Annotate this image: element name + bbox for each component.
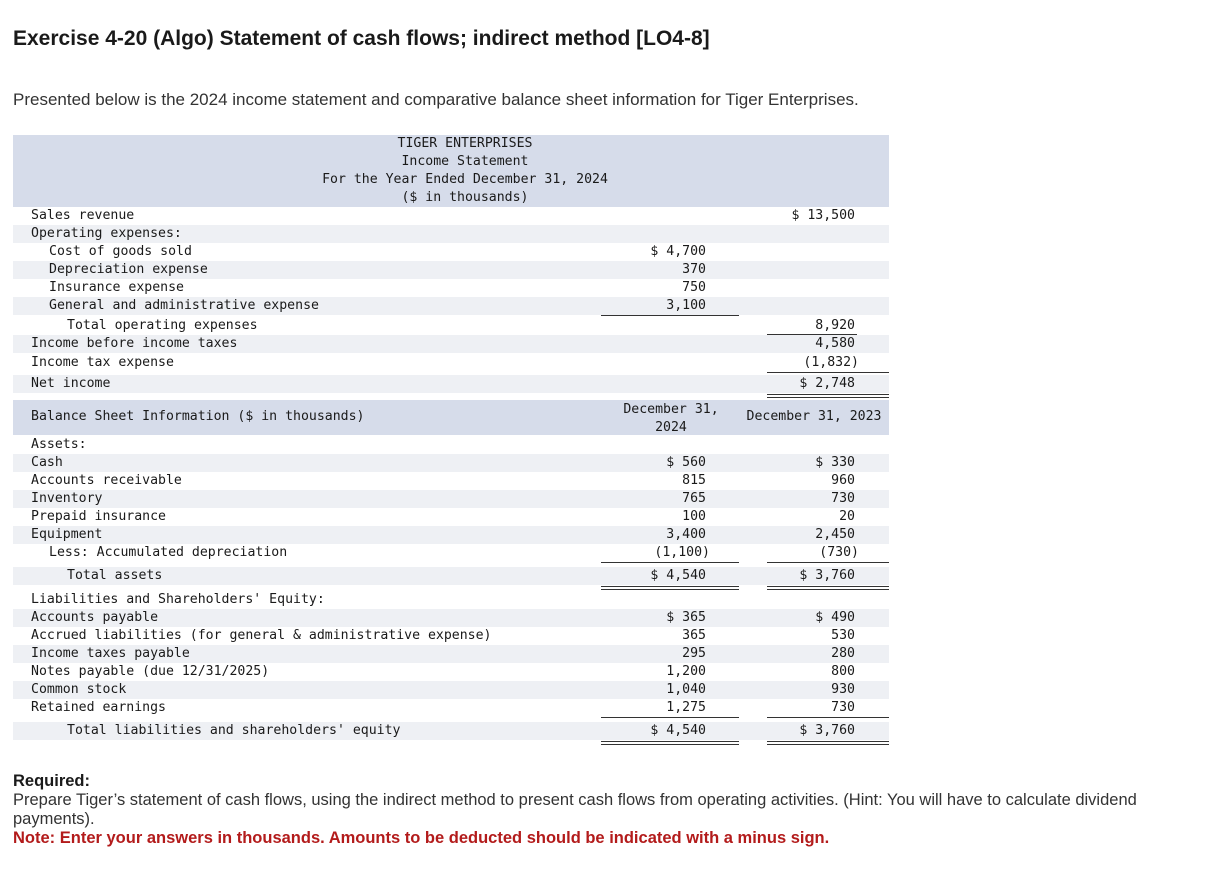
row-value-2023: 530: [831, 628, 855, 643]
bs-row-total-liabilities-equity: [13, 722, 889, 740]
bs-row-common-stock: [13, 681, 889, 699]
company-name: TIGER ENTERPRISES: [397, 136, 533, 151]
income-statement-header: [13, 135, 889, 207]
balance-sheet-header: [13, 400, 889, 435]
underline: [767, 372, 889, 373]
row-value-2023: $ 3,760: [799, 723, 855, 738]
required-note: Note: Enter your answers in thousands. Amounts to be deducted should be indicated with a minus sign.: [13, 829, 830, 847]
statement-units: ($ in thousands): [401, 190, 529, 205]
column-header-2024-line1: December 31,: [623, 402, 719, 417]
is-row-pretax-income: [13, 335, 889, 353]
bs-row-inventory: [13, 490, 889, 508]
is-row-operating-expenses: [13, 225, 889, 243]
is-row-net-income: [13, 375, 889, 393]
row-label: Accounts payable: [31, 610, 159, 625]
is-row-cogs: [13, 243, 889, 261]
underline: [601, 562, 739, 563]
double-underline: [767, 744, 889, 745]
row-value-2023: $ 330: [815, 455, 855, 470]
row-value-2023: 20: [839, 509, 855, 524]
row-label: Cash: [31, 455, 63, 470]
row-value-2024: 3,400: [666, 527, 706, 542]
row-value-2024: $ 560: [666, 455, 706, 470]
row-value-total: 8,920: [815, 318, 855, 333]
row-value-2024: 100: [682, 509, 706, 524]
row-value-2024: $ 4,540: [650, 568, 706, 583]
row-value-2023: 2,450: [815, 527, 855, 542]
double-underline: [767, 397, 889, 398]
double-underline: [767, 394, 889, 395]
row-value-2024: 765: [682, 491, 706, 506]
row-label: Equipment: [31, 527, 103, 542]
bs-row-assets: [13, 436, 889, 454]
row-value-2023: 800: [831, 664, 855, 679]
row-value-2024: 1,200: [666, 664, 706, 679]
balance-sheet-title: Balance Sheet Information ($ in thousands): [31, 409, 365, 424]
bs-row-liabilities-equity: [13, 591, 889, 609]
row-value-2023: 960: [831, 473, 855, 488]
statement-name: Income Statement: [401, 154, 529, 169]
row-label: Prepaid insurance: [31, 509, 166, 524]
row-label: Cost of goods sold: [49, 244, 192, 259]
row-label: Accounts receivable: [31, 473, 182, 488]
row-value-2024: $ 4,540: [650, 723, 706, 738]
double-underline: [767, 586, 889, 587]
is-row-insurance: [13, 279, 889, 297]
row-label: Depreciation expense: [49, 262, 208, 277]
row-value-2024: $ 365: [666, 610, 706, 625]
required-text: Prepare Tiger’s statement of cash flows, using the indirect method to present cash flows from operating activities. (Hint: You will have to calculate dividend payments).: [13, 791, 1137, 828]
row-value-2023: (730): [819, 545, 859, 560]
is-row-g-and-a: [13, 297, 889, 315]
double-underline: [767, 589, 889, 590]
row-value-2023: 930: [831, 682, 855, 697]
statement-period: For the Year Ended December 31, 2024: [322, 172, 608, 187]
bs-row-retained-earnings: [13, 699, 889, 717]
row-label: Notes payable (due 12/31/2025): [31, 664, 270, 679]
row-label: Income taxes payable: [31, 646, 190, 661]
row-label: Total operating expenses: [67, 318, 258, 333]
row-label: Inventory: [31, 491, 103, 506]
row-label: Income tax expense: [31, 355, 174, 370]
row-value-2023: 730: [831, 700, 855, 715]
double-underline: [767, 741, 889, 742]
bs-row-accumulated-depreciation: [13, 544, 889, 562]
bs-row-accrued-liabilities: [13, 627, 889, 645]
row-value: $ 4,700: [650, 244, 706, 259]
column-header-2023: December 31, 2023: [746, 409, 882, 424]
required-title: Required:: [13, 772, 91, 790]
double-underline: [601, 589, 739, 590]
row-value-total: (1,832): [803, 355, 859, 370]
row-value-total: $ 13,500: [791, 208, 855, 223]
column-header-2024: [607, 401, 735, 437]
row-label: Net income: [31, 376, 111, 391]
double-underline: [601, 741, 739, 742]
is-row-sales: [13, 207, 889, 225]
row-value-2023: 280: [831, 646, 855, 661]
underline: [767, 562, 889, 563]
row-label: Assets:: [31, 437, 87, 452]
row-label: Accrued liabilities (for general & administrative expense): [31, 628, 492, 643]
row-value-2024: 1,275: [666, 700, 706, 715]
double-underline: [601, 586, 739, 587]
row-value-2023: 730: [831, 491, 855, 506]
row-label: Common stock: [31, 682, 127, 697]
is-row-depreciation: [13, 261, 889, 279]
row-value-2024: 365: [682, 628, 706, 643]
row-value: 370: [682, 262, 706, 277]
intro-text: Presented below is the 2024 income statement and comparative balance sheet information for Tiger Enterprises.: [13, 90, 859, 109]
row-label: Liabilities and Shareholders' Equity:: [31, 592, 325, 607]
underline: [767, 717, 889, 718]
row-label: Total liabilities and shareholders' equity: [67, 723, 401, 738]
row-label: Insurance expense: [49, 280, 184, 295]
row-label: Retained earnings: [31, 700, 166, 715]
bs-row-cash: [13, 454, 889, 472]
row-value-2024: 815: [682, 473, 706, 488]
row-label: Sales revenue: [31, 208, 135, 223]
is-row-total-opex: [13, 317, 889, 335]
row-label: Operating expenses:: [31, 226, 182, 241]
row-value-2023: $ 3,760: [799, 568, 855, 583]
row-value-total: 4,580: [815, 336, 855, 351]
row-value-2024: (1,100): [654, 545, 710, 560]
row-label: Less: Accumulated depreciation: [49, 545, 288, 560]
row-label: General and administrative expense: [49, 298, 319, 313]
column-header-2024-line2: 2024: [655, 420, 687, 435]
row-label: Income before income taxes: [31, 336, 238, 351]
row-value: 3,100: [666, 298, 706, 313]
row-value: 750: [682, 280, 706, 295]
bs-row-accounts-receivable: [13, 472, 889, 490]
exercise-title: Exercise 4-20 (Algo) Statement of cash flows; indirect method [LO4-8]: [13, 27, 710, 50]
bs-row-prepaid-insurance: [13, 508, 889, 526]
row-label: Total assets: [67, 568, 163, 583]
double-underline: [601, 744, 739, 745]
bs-row-total-assets: [13, 567, 889, 585]
row-value-2024: 1,040: [666, 682, 706, 697]
row-value-total: $ 2,748: [799, 376, 855, 391]
is-row-income-tax: [13, 354, 889, 372]
bs-row-equipment: [13, 526, 889, 544]
bs-row-accounts-payable: [13, 609, 889, 627]
row-value-2023: $ 490: [815, 610, 855, 625]
underline: [601, 315, 739, 316]
row-value-2024: 295: [682, 646, 706, 661]
required-section: [13, 772, 1163, 848]
bs-row-income-taxes-payable: [13, 645, 889, 663]
bs-row-notes-payable: [13, 663, 889, 681]
underline: [601, 717, 739, 718]
